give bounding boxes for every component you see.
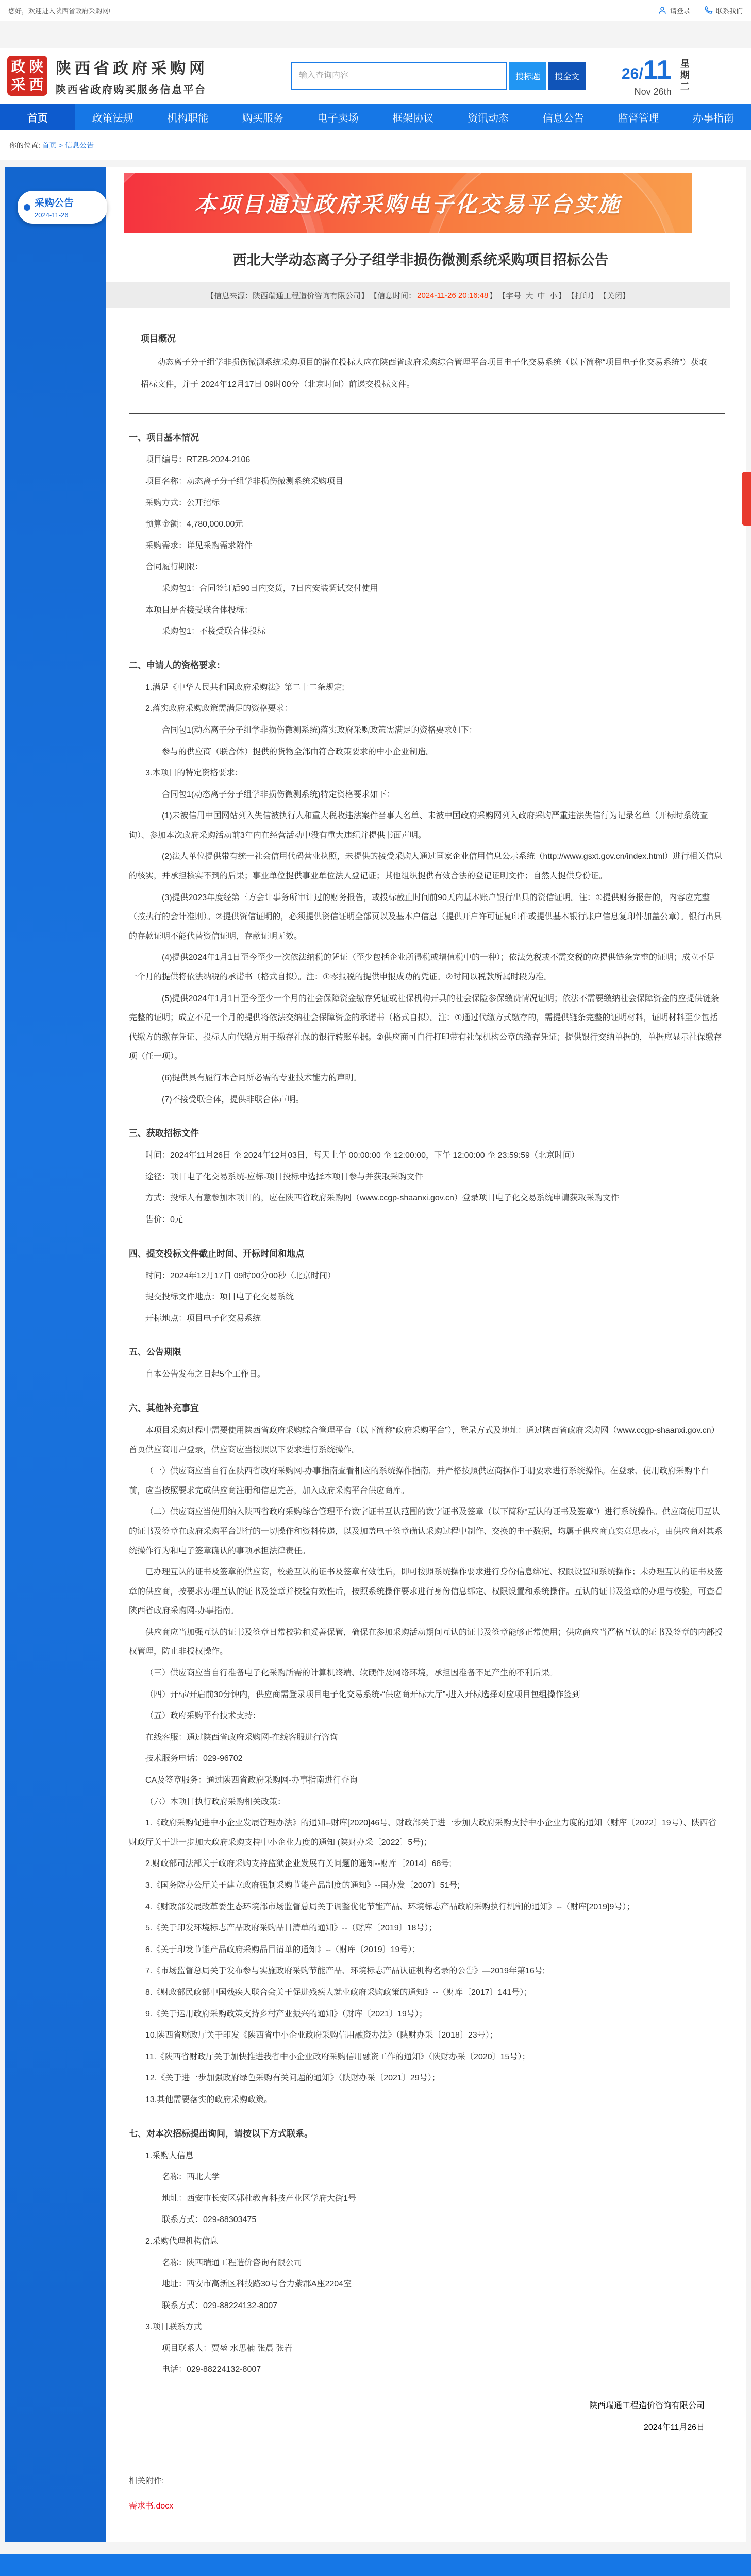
paragraph: 名称：西北大学 — [162, 2173, 220, 2182]
paragraph: 项目联系人：贾堃 水思楠 张晨 张岩 — [162, 2344, 293, 2353]
date-month: 11 — [643, 55, 672, 85]
meta-time-value: 2024-11-26 20:16:48 — [417, 291, 489, 300]
user-icon — [658, 6, 667, 15]
search-fulltext-button[interactable]: 搜全文 — [548, 62, 586, 90]
close-button[interactable]: 【关闭】 — [598, 291, 630, 300]
nav-item[interactable]: 框架协议 — [392, 112, 434, 124]
paragraph: (5)提供2024年1月1日至今至少一个月的社会保障资金缴存凭证或社保机构开具的社会保险参保缴费情况证明；依法不需要缴纳社会保障资金的应提供链条完整的证明；成立不足一个月的提供将依法交纳社会保障资金的承诺书（格式自拟）。注：①通过代缴方式缴存的，需提供链条完整的证明材料，证明材料至少包括代缴方的缴存凭证、投标人向代缴方用于缴存社保的银行转账单据。②供应商可自行打印带有社保机构公章的缴存凭证；提供银行交纳单据的，单据应显示社保缴存项（任一项）。 — [129, 994, 722, 1061]
paragraph: 本项目采购过程中需要使用陕西省政府采购综合管理平台（以下简称“政府采购平台”），登录方式及地址：通过陕西省政府采购网（www.ccgp-shaanxi.gov.cn）首页供应商用户登录，供应商应当按照以下要求进行系统操作。 — [129, 1426, 720, 1454]
brand-block — [56, 56, 208, 96]
sidebar-item-procurement-notice[interactable] — [18, 191, 107, 224]
print-button[interactable]: 【打印】 — [566, 291, 598, 300]
paragraph: 采购包1：不接受联合体投标 — [162, 627, 265, 636]
paragraph: 2.财政部司法部关于政府采购支持监狱企业发展有关问题的通知--财库〔2014〕68号; — [145, 1859, 452, 1869]
paragraph: 供应商应当加强互认的证书及签章日常校验和妥善保管，确保在参加采购活动期间互认的证书及签章能够正常使用；供应商应当严格互认的证书及签章的内部授权管理，防止非授权操作。 — [129, 1628, 723, 1656]
section-heading: 四、提交投标文件截止时间、开标时间和地点 — [129, 1248, 304, 1259]
nav-item[interactable]: 电子卖场 — [317, 112, 359, 124]
paragraph: 技术服务电话：029-96702 — [145, 1754, 243, 1764]
paragraph: 1.采购人信息 — [145, 2151, 194, 2160]
paragraph: 8.《财政部民政部中国残疾人联合会关于促进残疾人就业政府采购政策的通知》--（财库〔2017〕141号）； — [145, 1988, 532, 1997]
overview-title: 项目概况 — [141, 334, 176, 344]
floating-widget[interactable] — [742, 472, 751, 526]
font-small-button[interactable]: 小 — [549, 291, 557, 300]
contact-label: 联系我们 — [715, 7, 743, 15]
main-nav — [0, 104, 751, 130]
paragraph: (6)提供具有履行本合同所必需的专业技术能力的声明。 — [162, 1074, 362, 1082]
paragraph: 11.《陕西省财政厅关于加快推进我省中小企业政府采购信用融资工作的通知》（陕财办采〔2020〕15号）； — [145, 2052, 530, 2061]
article-sections — [106, 430, 736, 2380]
paragraph: 在线客服：通过陕西省政府采购网-在线客服进行咨询 — [145, 1733, 338, 1742]
logo-char: 采 — [11, 76, 26, 93]
nav-item[interactable]: 机构职能 — [167, 112, 209, 124]
paragraph: 项目名称：动态离子分子组学非损伤微测系统采购项目 — [145, 477, 344, 486]
paragraph: 1.《政府采购促进中小企业发展管理办法》的通知--财库[2020]46号、财政部关于进一步加大政府采购支持中小企业力度的通知（财库〔2022〕19号）、陕西省财政厅关于进一步加大政府采购支持中小企业力度的通知 (陕财办采〔2022〕5号)； — [129, 1819, 716, 1847]
paragraph: 合同包1(动态离子分子组学非损伤微测系统)落实政府采购政策需满足的资格要求如下： — [162, 725, 477, 735]
breadcrumb-current[interactable]: 信息公告 — [65, 141, 94, 149]
nav-item[interactable]: 购买服务 — [242, 112, 283, 124]
paragraph: 联系方式：029-88224132-8007 — [162, 2301, 278, 2310]
paragraph: (1)未被信用中国网站列入失信被执行人和重大税收违法案件当事人名单、未被中国政府采购网列入政府采购严重违法失信行为记录名单（开标时系统查询）、参加本次政府采购活动前3年内在经营活动中没有重大违纪并提供书面声明。 — [129, 811, 708, 840]
paragraph: (3)提供2023年度经第三方会计事务所审计过的财务报告，或投标截止时间前90天内基本账户银行出具的资信证明。注：①提供财务报告的，内容应完整（按执行的会计准则）。②提供资信证明的，必须提供资信证明全部页以及基本户信息（提供开户许可证复印件或提供基本银行账户信息复印件加盖公章）。银行出具的存款证明不能代替资信证明，存款证明无效。 — [129, 893, 722, 941]
main-area — [0, 167, 751, 2542]
attachments-label: 相关附件: — [129, 2477, 164, 2486]
nav-item[interactable]: 资讯动态 — [468, 112, 509, 124]
paragraph: （五）政府采购平台技术支持： — [145, 1711, 261, 1721]
search-bar — [291, 62, 586, 90]
logo-char: 西 — [29, 76, 44, 93]
paragraph: 4.《财政部发展改革委生态环境部市场监督总局关于调整优化节能产品、环境标志产品政府采购执行机制的通知》--（财库[2019]9号）； — [145, 1902, 635, 1911]
gray-spacer — [0, 2542, 751, 2554]
paragraph: 采购需求：详见采购需求附件 — [145, 541, 253, 550]
paragraph: 3.本项目的特定资格要求： — [145, 769, 243, 778]
breadcrumb-prefix: 你的位置: — [9, 141, 40, 149]
bullet-dot-icon — [24, 204, 30, 211]
meta-fontsize-close: 】 — [558, 291, 566, 300]
section-heading: 五、公告期限 — [129, 1347, 181, 1358]
paragraph: 本项目是否接受联合体投标： — [145, 605, 253, 615]
nav-item[interactable]: 办事指南 — [693, 112, 735, 124]
paragraph: 已办理互认的证书及签章的供应商，校验互认的证书及签章有效性后，即可按照系统操作要求进行身份信息绑定、权限设置和系统操作；未办理互认的证书及签章的供应商，按要求办理互认的证书及签章并校验有效性后，按照系统操作要求进行身份信息绑定、权限设置和系统操作。互认的证书及签章的办理与校验，可查看陕西省政府采购网-办事指南。 — [129, 1568, 723, 1616]
search-input[interactable] — [291, 62, 507, 90]
content-panel — [106, 167, 746, 2542]
paragraph: 名称：陕西瑞通工程造价咨询有限公司 — [162, 2258, 303, 2267]
site-logo — [7, 56, 47, 96]
sidebar-tag-date: 2024-11-26 — [35, 211, 69, 219]
paragraph: 自本公告发布之日起5个工作日。 — [145, 1370, 265, 1379]
section-heading: 二、申请人的资格要求： — [129, 660, 225, 670]
nav-item[interactable]: 监督管理 — [618, 112, 659, 124]
paragraph: 提交投标文件地点：项目电子化交易系统 — [145, 1293, 294, 1302]
paragraph: 采购方式：公开招标 — [145, 498, 220, 507]
overview-body: 动态离子分子组学非损伤微测系统采购项目的潜在投标人应在陕西省政府采购综合管理平台项目电子化交易系统（以下简称“项目电子化交易系统”）获取招标文件，并于 2024年12月17日 09时00分（北京时间）前递交投标文件。 — [141, 358, 707, 389]
paragraph: 方式：投标人有意参加本项目的，应在陕西省政府采购网（www.ccgp-shaanxi.gov.cn）登录项目电子化交易系统申请获取采购文件 — [145, 1194, 619, 1203]
nav-item[interactable]: 政策法规 — [92, 112, 133, 124]
paragraph: 3.项目联系方式 — [145, 2323, 202, 2332]
logo-char: 政 — [11, 58, 26, 75]
search-title-button[interactable]: 搜标题 — [509, 62, 546, 90]
meta-time-close: 】 — [489, 291, 497, 300]
paragraph: 2.采购代理机构信息 — [145, 2236, 219, 2246]
meta-time-label: 【信息时间： — [370, 291, 416, 300]
date-day: 26/ — [622, 65, 643, 82]
welcome-text: 您好，欢迎进入陕西省政府采购网! — [8, 7, 111, 15]
section-heading: 一、项目基本情况 — [129, 433, 199, 443]
top-bar — [0, 0, 751, 21]
font-large-button[interactable]: 大 — [525, 291, 533, 300]
project-overview-box — [129, 323, 725, 414]
nav-item[interactable]: 信息公告 — [542, 112, 584, 124]
paragraph: 合同包1(动态离子分子组学非损伤微测系统)特定资格要求如下： — [162, 790, 395, 799]
contact-link[interactable] — [704, 6, 743, 15]
site-footer — [0, 2554, 751, 2576]
paragraph: 参与的供应商（联合体）提供的货物全部由符合政策要求的中小企业制造。 — [162, 747, 435, 756]
paragraph: 2.落实政府采购政策需满足的资格要求： — [145, 704, 293, 714]
paragraph: 地址：西安市长安区郭杜教育科技产业区学府大街1号 — [162, 2194, 356, 2203]
paragraph: （四）开标/开启前30分钟内，供应商需登录项目电子化交易系统-“供应商开标大厅”-进入开标选择对应项目包组操作签到 — [145, 1690, 580, 1699]
paragraph: 项目编号：RTZB-2024-2106 — [145, 455, 251, 465]
paragraph: 售价：0元 — [145, 1215, 183, 1224]
paragraph: 时间：2024年11月26日 至 2024年12月03日，每天上午 00:00:00 至 12:00:00，下午 12:00:00 至 23:59:59（北京时间） — [145, 1151, 579, 1160]
paragraph: (4)提供2024年1月1日至今至少一次依法纳税的凭证（至少包括企业所得税或增值税中的一种）；依法免税或不需交税的应提供链条完整的证明；成立不足一个月的提供将依法纳税的承诺书（格式自拟）。注：①零报税的提供申报成功的凭证。②时间以税款所属时段为准。 — [129, 953, 715, 982]
site-subtitle: 陕西省政府购买服务信息平台 — [56, 84, 207, 96]
date-english: Nov 26th — [634, 86, 672, 97]
paragraph: 电话：029-88224132-8007 — [162, 2365, 261, 2375]
footer-info — [73, 2572, 406, 2576]
site-header — [0, 48, 751, 104]
paragraph: (2)法人单位提供带有统一社会信用代码营业执照，未提供的接受采购人通过国家企业信用信息公示系统（http://www.gsxt.gov.cn/index.html）进行相关信息的核实，并承担核实不到的后果；事业单位提供事业单位法人登记证；其他组织提供有效合法的登记证明文件；自然人提供身份证。 — [129, 852, 722, 881]
login-link[interactable] — [658, 6, 690, 15]
phone-icon — [704, 6, 713, 15]
breadcrumb — [0, 130, 751, 160]
site-name: 陕西省政府采购网 — [56, 60, 208, 77]
paragraph: 5.《关于印发环境标志产品政府采购品目清单的通知》--（财库〔2019〕18号）； — [145, 1924, 437, 1933]
section-heading: 六、其他补充事宜 — [129, 1403, 199, 1413]
paragraph: （六）本项目执行政府采购相关政策： — [145, 1797, 286, 1806]
sidebar-tag-label: 采购公告 — [35, 198, 74, 209]
paragraph: 6.《关于印发节能产品政府采购品目清单的通知》--（财库〔2019〕19号）； — [145, 1945, 421, 1954]
paragraph: 9.《关于运用政府采购政策支持乡村产业振兴的通知》（财库〔2021〕19号）； — [145, 2009, 427, 2019]
paragraph: 预算金额：4,780,000.00元 — [145, 520, 243, 529]
sidebar — [5, 167, 106, 2542]
paragraph: （一）供应商应当自行在陕西省政府采购网-办事指南查看相应的系统操作指南，并严格按照供应商操作手册要求进行系统操作。在登录、使用政府采购平台前，应当按照要求完成供应商注册和信息完善，加入政府采购平台供应商库。 — [129, 1467, 709, 1495]
signoff-agency: 陕西瑞通工程造价咨询有限公司 — [589, 2401, 705, 2411]
date-weekday: 星期二 — [679, 59, 690, 93]
paragraph: （二）供应商应当使用纳入陕西省政府采购综合管理平台数字证书互认范围的数字证书及签章（以下简称“互认的证书及签章”）进行系统操作。供应商使用互认的证书及签章在政府采购平台进行的一切操作和资料传递，以及加盖电子签章确认采购过程中制作、交换的电子数据，均属于供应商真实意思表示，由供应商对其系统操作行为和电子签章确认的事项承担法律责任。 — [129, 1507, 723, 1555]
platform-banner — [124, 173, 692, 233]
section-heading: 七、对本次招标提出询问，请按以下方式联系。 — [129, 2128, 313, 2139]
meta-bar — [106, 282, 730, 308]
paragraph: 地址：西安市高新区科技路30号合力紫郡A座2204室 — [162, 2280, 352, 2289]
paragraph: CA及签章服务：通过陕西省政府采购网-办事指南进行查询 — [145, 1776, 358, 1785]
meta-fontsize-label: 【字号 — [498, 291, 522, 300]
breadcrumb-sep: > — [58, 141, 63, 149]
attachments-block — [129, 2474, 736, 2511]
sign-off — [106, 2395, 705, 2438]
section-heading: 三、获取招标文件 — [129, 1128, 199, 1139]
paragraph: 联系方式：029-88303475 — [162, 2215, 257, 2225]
paragraph: 7.《市场监督总局关于发布参与实施政府采购节能产品、环境标志产品认证机构名录的公告》—2019年第16号; — [145, 1967, 545, 1976]
login-label: 请登录 — [670, 7, 690, 15]
date-block — [622, 55, 718, 97]
paragraph: 1.满足《中华人民共和国政府采购法》第二十二条规定; — [145, 683, 344, 692]
paragraph: 3.《国务院办公厅关于建立政府强制采购节能产品制度的通知》--国办发〔2007〕51号; — [145, 1881, 460, 1890]
banner-text: 本项目通过政府采购电子化交易平台实施 — [194, 192, 622, 216]
attachment-link[interactable]: 需求书.docx — [129, 2502, 174, 2511]
paragraph: 10.陕西省财政厅关于印发《陕西省中小企业政府采购信用融资办法》（陕财办采〔2018〕23号）； — [145, 2031, 498, 2040]
gray-spacer — [0, 160, 751, 167]
paragraph: 13.其他需要落实的政府采购政策。 — [145, 2095, 273, 2104]
paragraph: 途径：项目电子化交易系统-应标-项目投标中选择本项目参与并获取采购文件 — [145, 1172, 423, 1181]
font-medium-button[interactable]: 中 — [537, 291, 545, 300]
paragraph: 开标地点：项目电子化交易系统 — [145, 1314, 261, 1323]
nav-item[interactable]: 首页 — [0, 104, 75, 130]
gray-spacer — [0, 21, 751, 48]
meta-source: 【信息来源：陕西瑞通工程造价咨询有限公司】 — [206, 291, 369, 300]
paragraph: 采购包1：合同签订后90日内交货，7日内安装调试交付使用 — [162, 584, 378, 593]
paragraph: 时间：2024年12月17日 09时00分00秒（北京时间） — [145, 1271, 336, 1280]
paragraph: (7)不接受联合体，提供非联合体声明。 — [162, 1095, 304, 1104]
paragraph: （三）供应商应当自行准备电子化采购所需的计算机终端、软硬件及网络环境，承担因准备不足产生的不利后果。 — [145, 1669, 558, 1678]
signoff-date: 2024年11月26日 — [643, 2422, 705, 2432]
breadcrumb-home[interactable]: 首页 — [42, 141, 57, 149]
logo-char: 陕 — [29, 58, 44, 75]
paragraph: 合同履行期限： — [145, 563, 204, 572]
page-title: 西北大学动态离子分子组学非损伤微测系统采购项目招标公告 — [232, 252, 609, 268]
paragraph: 12.《关于进一步加强政府绿色采购有关问题的通知》（陕财办采〔2021〕29号）； — [145, 2074, 440, 2083]
